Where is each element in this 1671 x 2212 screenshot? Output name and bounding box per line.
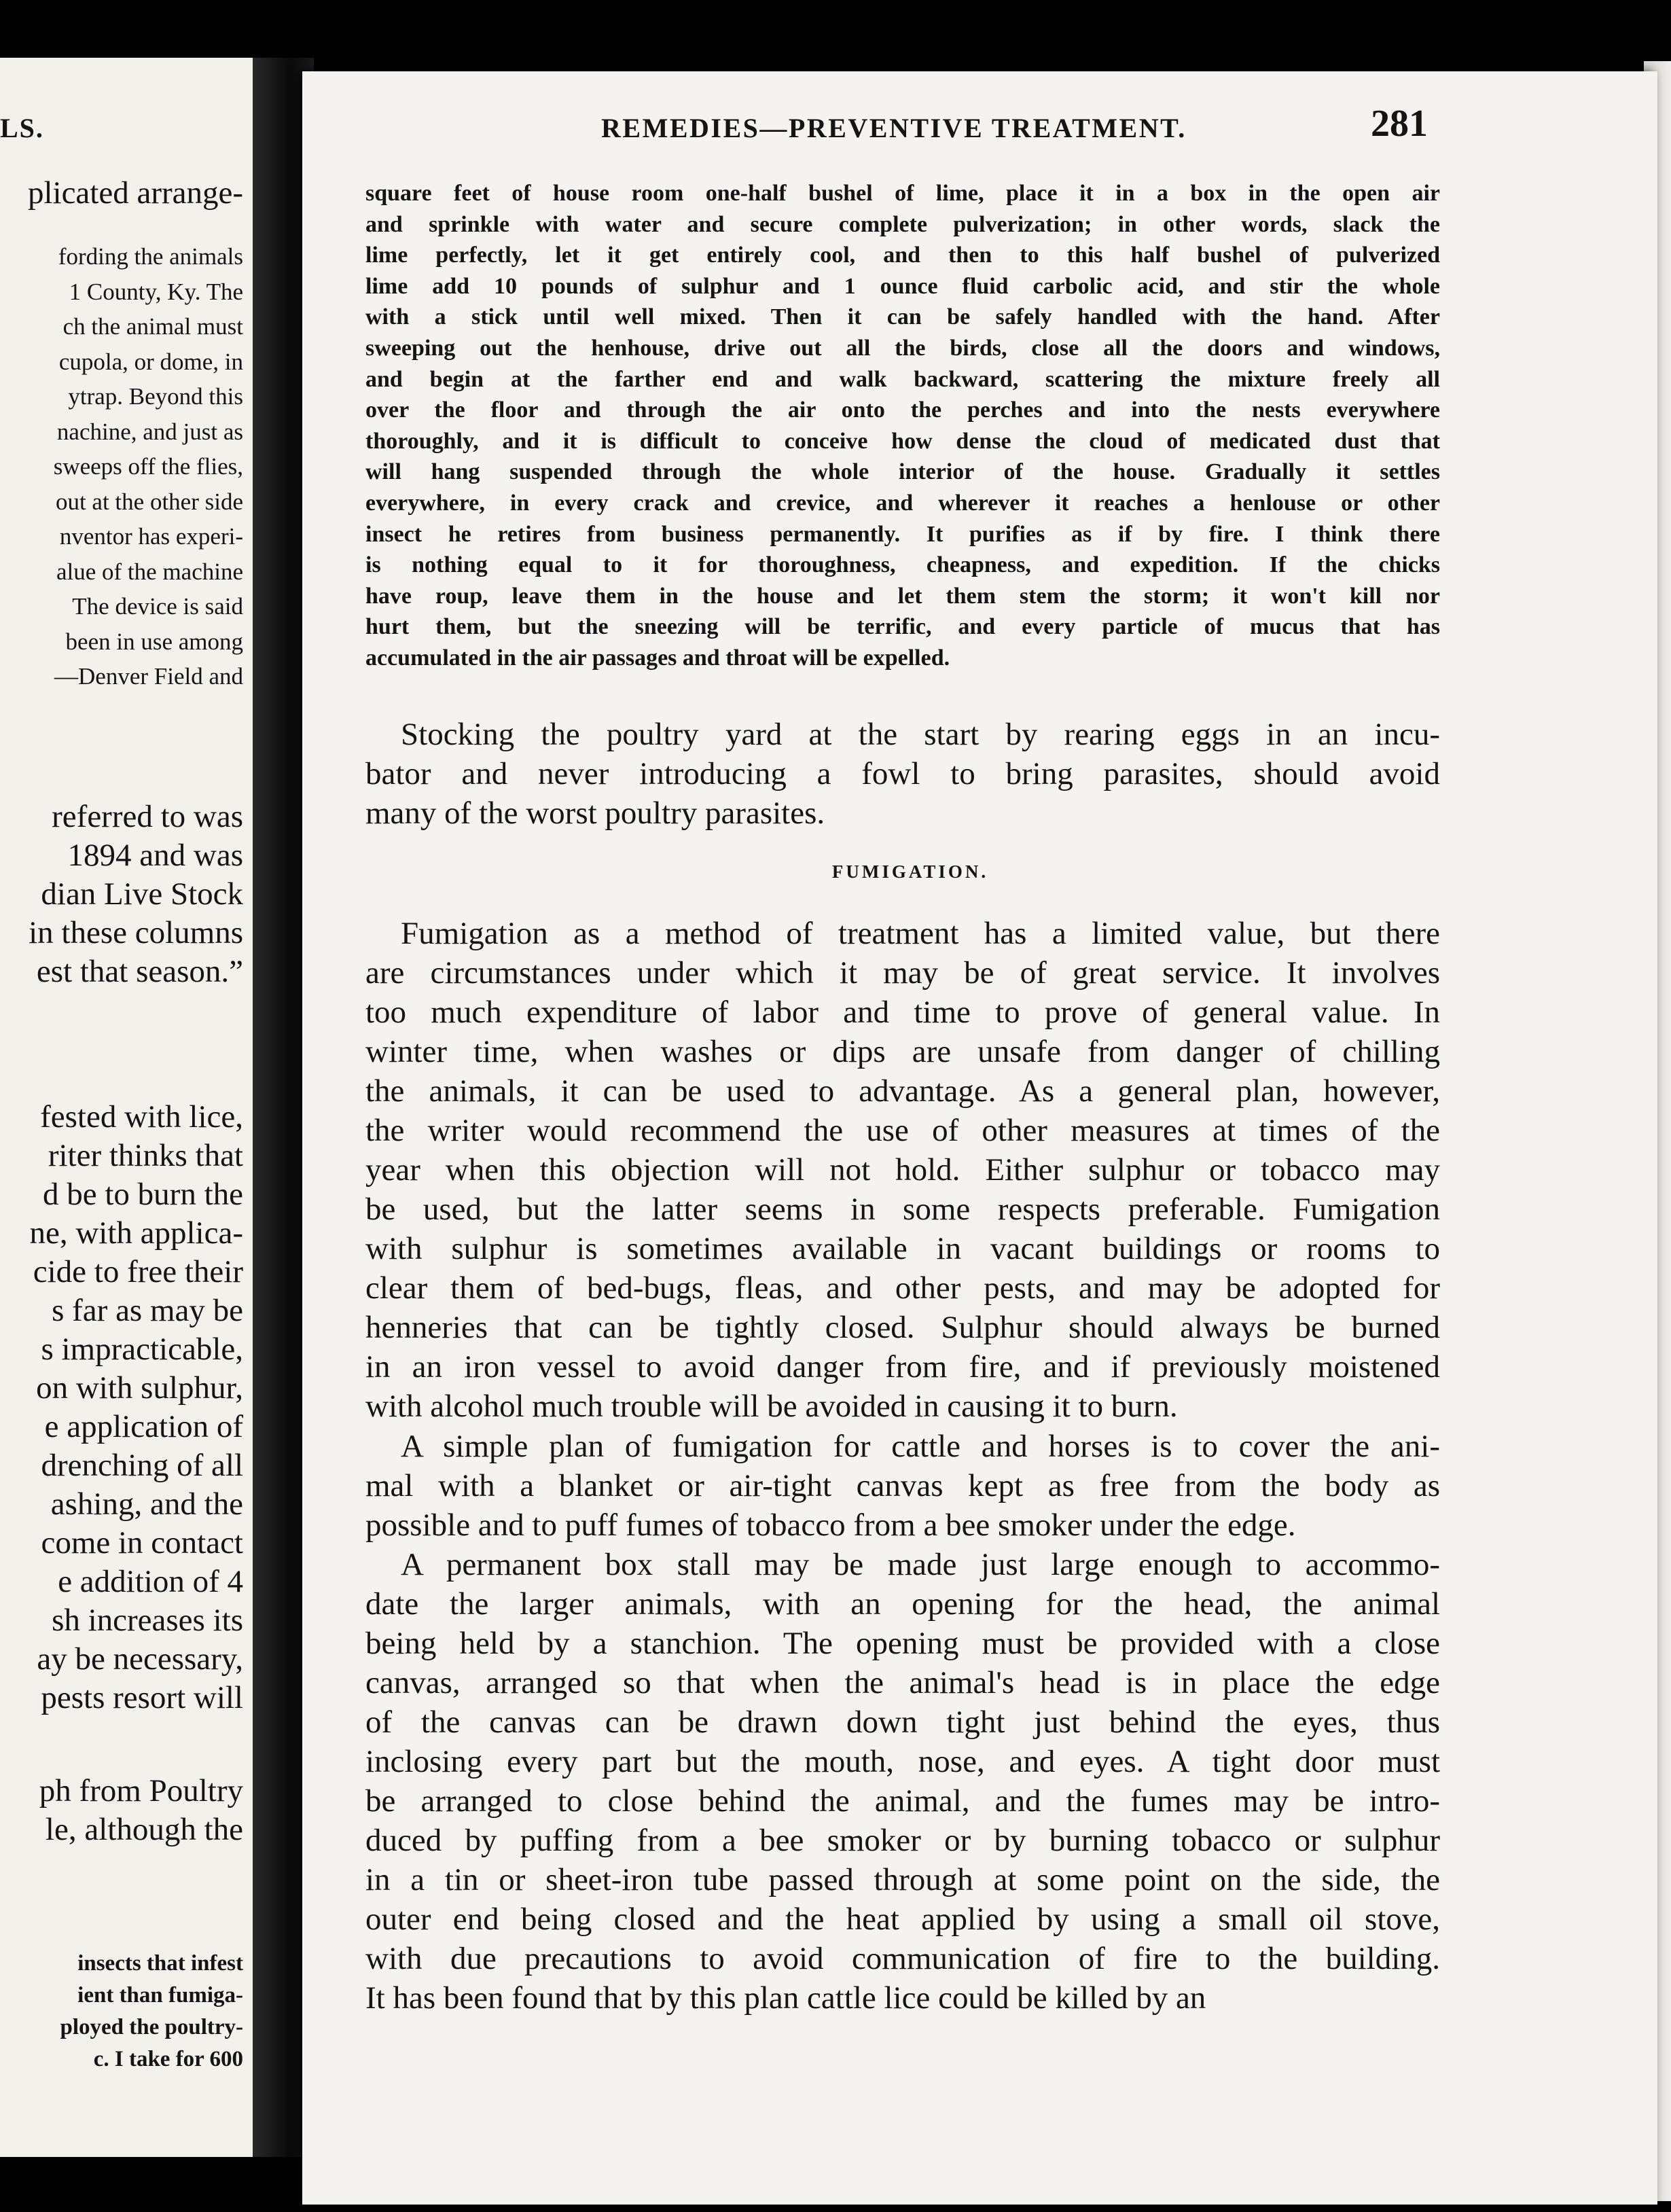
left-page-line: plicated arrange-	[27, 175, 243, 211]
text-line: outer end being closed and the heat applied by using a small oil stove,	[365, 1902, 1440, 1937]
left-page-line: ployed the poultry-	[60, 2015, 243, 2039]
text-line: with alcohol much trouble will be avoided in causing it to burn.	[365, 1389, 1178, 1424]
left-page-line: nachine, and just as	[56, 418, 243, 445]
text-line: hurt them, but the sneezing will be terrific, and every particle of mucus that has	[365, 614, 1440, 640]
text-line: be used, but the latter seems in some respects preferable. Fumigation	[365, 1192, 1440, 1227]
left-page-line: d be to burn the	[43, 1177, 243, 1212]
text-line: of the canvas can be drawn down tight just behind the eyes, thus	[365, 1705, 1440, 1740]
left-page-line: fording the animals	[58, 243, 243, 270]
left-page-line: s far as may be	[52, 1293, 243, 1328]
text-line: sweeping out the henhouse, drive out all the birds, close all the doors and windows,	[365, 335, 1440, 361]
left-page-header: LS.	[0, 113, 44, 143]
left-page-line: e application of	[44, 1409, 243, 1444]
text-line: be arranged to close behind the animal, and the fumes may be intro-	[365, 1783, 1440, 1819]
text-line: henneries that can be tightly closed. Sulphur should always be burned	[365, 1310, 1440, 1345]
text-line: square feet of house room one-half bushel of lime, place it in a box in the open air	[365, 181, 1440, 206]
left-page-line: ay be necessary,	[37, 1641, 243, 1677]
text-line: It has been found that by this plan cattle lice could be killed by an	[365, 1980, 1206, 2016]
text-line: lime add 10 pounds of sulphur and 1 ounce fluid carbolic acid, and stir the whole	[365, 273, 1440, 299]
text-line: many of the worst poultry parasites.	[365, 796, 825, 831]
left-page-line: ch the animal must	[62, 313, 243, 340]
text-line: too much expenditure of labor and time to prove of general value. In	[365, 995, 1440, 1030]
text-line: date the larger animals, with an opening for the head, the animal	[365, 1586, 1440, 1622]
text-line: canvas, arranged so that when the animal's head is in place the edge	[365, 1665, 1440, 1700]
text-line: accumulated in the air passages and throat will be expelled.	[365, 645, 950, 671]
text-line: in an iron vessel to avoid danger from fire, and if previously moistened	[365, 1349, 1440, 1385]
left-page-line: dian Live Stock	[41, 876, 243, 912]
paragraph-box-stall	[365, 1545, 1440, 2018]
text-line: mal with a blanket or air-tight canvas kept as free from the body as	[365, 1468, 1440, 1503]
left-page-line: in these columns	[29, 915, 243, 950]
text-line: clear them of bed-bugs, fleas, and other pests, and may be adopted for	[365, 1270, 1440, 1306]
left-page-line: le, although the	[45, 1812, 243, 1847]
text-line: insect he retires from business permanently. It purifies as if by fire. I think there	[365, 521, 1440, 547]
text-line: possible and to puff fumes of tobacco from a bee smoker under the edge.	[365, 1508, 1296, 1543]
text-line: with sulphur is sometimes available in vacant buildings or rooms to	[365, 1231, 1440, 1266]
left-page	[0, 58, 253, 2157]
left-page-line: been in use among	[65, 628, 243, 655]
paragraph-fumigation	[365, 914, 1440, 1426]
left-page-line: ashing, and the	[50, 1486, 243, 1522]
left-page-line: on with sulphur,	[36, 1370, 243, 1406]
text-line: and sprinkle with water and secure complete pulverization; in other words, slack the	[365, 211, 1440, 237]
left-page-line: riter thinks that	[48, 1138, 243, 1173]
left-page-line: out at the other side	[55, 488, 243, 515]
text-line: is nothing equal to it for thoroughness, cheapness, and expedition. If the chicks	[365, 552, 1440, 578]
left-page-line: sweeps off the flies,	[53, 453, 243, 480]
left-page-line: The device is said	[72, 593, 243, 620]
section-heading-text: FUMIGATION.	[831, 861, 989, 882]
left-page-line: come in contact	[41, 1525, 243, 1560]
paragraph-simple-plan	[365, 1427, 1440, 1545]
text-line: bator and never introducing a fowl to bring parasites, should avoid	[365, 756, 1440, 791]
left-page-line: cide to free their	[33, 1254, 243, 1289]
left-page-line: cupola, or dome, in	[58, 348, 243, 375]
text-line: Stocking the poultry yard at the start by rearing eggs in an incu-	[401, 717, 1440, 752]
running-head: REMEDIES—PREVENTIVE TREATMENT.	[601, 113, 1187, 143]
text-line: A simple plan of fumigation for cattle and horses is to cover the ani-	[401, 1429, 1440, 1464]
text-line: will hang suspended through the whole interior of the house. Gradually it settles	[365, 459, 1440, 485]
text-line: with a stick until well mixed. Then it can be safely handled with the hand. After	[365, 304, 1440, 330]
text-line: the writer would recommend the use of other measures at times of the	[365, 1113, 1440, 1148]
text-line: in a tin or sheet-iron tube passed through at some point on the side, the	[365, 1862, 1440, 1897]
left-page-line: referred to was	[52, 799, 243, 834]
text-line: A permanent box stall may be made just large enough to accommo-	[401, 1547, 1440, 1582]
text-line: lime perfectly, let it get entirely cool, and then to this half bushel of pulverized	[365, 243, 1440, 268]
left-page-line: insects that infest	[77, 1951, 243, 1976]
paragraph-stocking	[365, 715, 1440, 833]
text-line: winter time, when washes or dips are unsafe from danger of chilling	[365, 1034, 1440, 1069]
text-line: being held by a stanchion. The opening must be provided with a close	[365, 1626, 1440, 1661]
left-page-line: ph from Poultry	[39, 1773, 243, 1808]
text-line: thoroughly, and it is difficult to conceive how dense the cloud of medicated dust that	[365, 428, 1440, 454]
text-line: and begin at the farther end and walk backward, scattering the mixture freely all	[365, 366, 1440, 392]
text-line: the animals, it can be used to advantage. As a general plan, however,	[365, 1073, 1440, 1109]
text-line: everywhere, in every crack and crevice, and wherever it reaches a henlouse or other	[365, 490, 1440, 516]
left-page-line: pests resort will	[41, 1680, 243, 1715]
left-page-line: sh increases its	[52, 1603, 243, 1638]
left-page-line: est that season.”	[36, 954, 243, 989]
left-page-line: —Denver Field and	[54, 663, 243, 690]
left-page-line: nventor has experi-	[59, 523, 243, 550]
text-line: Fumigation as a method of treatment has a limited value, but there	[401, 916, 1440, 951]
left-page-line: ient than fumiga-	[77, 1983, 243, 2008]
text-line: are circumstances under which it may be of great service. It involves	[365, 955, 1440, 991]
text-line: inclosing every part but the mouth, nose, and eyes. A tight door must	[365, 1744, 1440, 1779]
text-line: have roup, leave them in the house and let them stem the storm; it won't kill nor	[365, 583, 1440, 609]
left-page-line: ne, with applica-	[29, 1215, 243, 1251]
left-page-line: fested with lice,	[40, 1099, 243, 1135]
text-line: over the floor and through the air onto the perches and into the nests everywhere	[365, 397, 1440, 423]
left-page-line: 1 County, Ky. The	[69, 278, 243, 305]
text-line: year when this objection will not hold. Either sulphur or tobacco may	[365, 1152, 1440, 1188]
left-page-line: e addition of 4	[58, 1564, 243, 1599]
text-line: duced by puffing from a bee smoker or by burning tobacco or sulphur	[365, 1823, 1440, 1858]
left-page-line: 1894 and was	[67, 838, 243, 873]
left-page-line: c. I take for 600	[93, 2047, 243, 2071]
left-page-line: s impracticable,	[41, 1332, 243, 1367]
section-heading	[0, 861, 1671, 882]
left-page-line: ytrap. Beyond this	[68, 383, 243, 410]
page-number: 281	[1371, 103, 1428, 145]
left-page-line: drenching of all	[41, 1448, 243, 1483]
text-line: with due precautions to avoid communication of fire to the building.	[365, 1941, 1440, 1976]
small-print-block	[365, 178, 1440, 674]
left-page-line: alue of the machine	[56, 558, 243, 585]
